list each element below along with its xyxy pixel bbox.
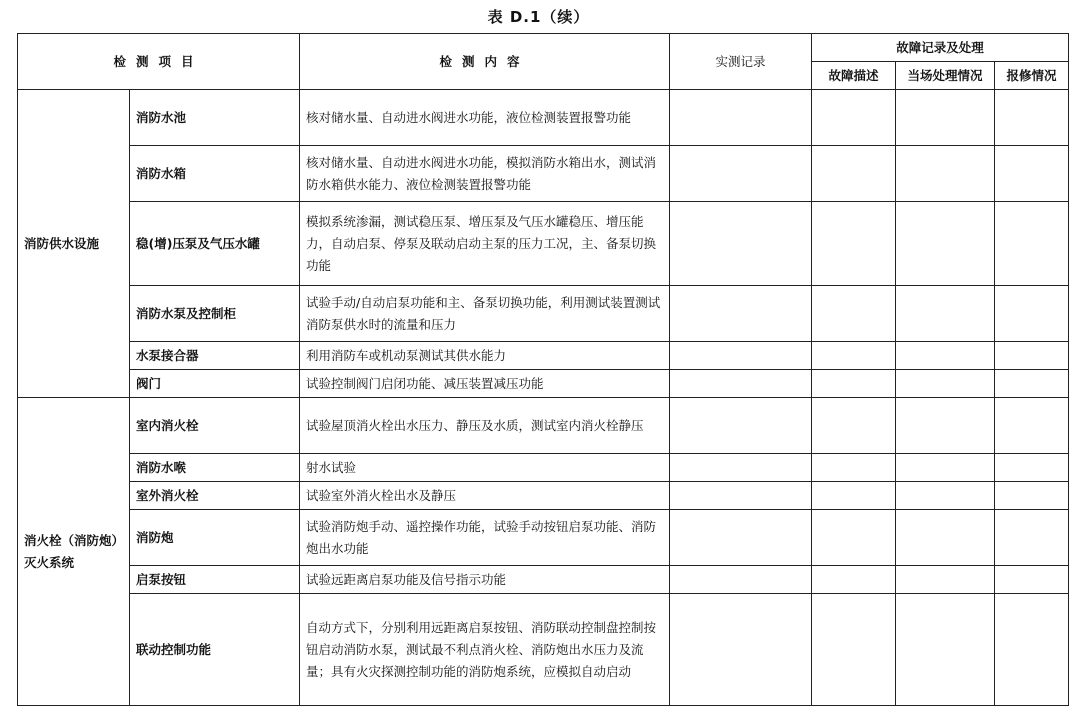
- item-cell: 消防水喉: [130, 454, 300, 482]
- item-cell: 消防水箱: [130, 146, 300, 202]
- record-cell[interactable]: [670, 398, 812, 454]
- header-content: 检测内容: [300, 34, 670, 90]
- record-cell[interactable]: [670, 202, 812, 286]
- content-cell: 试验消防炮手动、遥控操作功能，试验手动按钮启泵功能、消防炮出水功能: [300, 510, 670, 566]
- table-body: [18, 90, 1069, 706]
- item-cell: 消防水泵及控制柜: [130, 286, 300, 342]
- onsite-cell[interactable]: [896, 482, 995, 510]
- record-cell[interactable]: [670, 566, 812, 594]
- onsite-cell[interactable]: [896, 510, 995, 566]
- item-cell: 水泵接合器: [130, 342, 300, 370]
- table-title: 表 D.1（续）: [487, 8, 590, 26]
- item-cell: 消防炮: [130, 510, 300, 566]
- item-cell: 室外消火栓: [130, 482, 300, 510]
- table-row: [18, 146, 1069, 202]
- fault-desc-cell[interactable]: [812, 202, 896, 286]
- header-item: 检测项目: [18, 34, 300, 90]
- item-cell: 启泵按钮: [130, 566, 300, 594]
- repair-cell[interactable]: [995, 342, 1069, 370]
- onsite-cell[interactable]: [896, 146, 995, 202]
- content-cell: 模拟系统渗漏，测试稳压泵、增压泵及气压水罐稳压、增压能力，自动启泵、停泵及联动启动主泵的压力工况，主、备泵切换功能: [300, 202, 670, 286]
- content-cell: 试验屋顶消火栓出水压力、静压及水质，测试室内消火栓静压: [300, 398, 670, 454]
- repair-cell[interactable]: [995, 370, 1069, 398]
- fault-desc-cell[interactable]: [812, 510, 896, 566]
- content-cell: 利用消防车或机动泵测试其供水能力: [300, 342, 670, 370]
- category-cell: 消防供水设施: [18, 90, 130, 398]
- onsite-cell[interactable]: [896, 286, 995, 342]
- content-cell: 试验远距离启泵功能及信号指示功能: [300, 566, 670, 594]
- repair-cell[interactable]: [995, 594, 1069, 706]
- onsite-cell[interactable]: [896, 566, 995, 594]
- onsite-cell[interactable]: [896, 398, 995, 454]
- content-cell: 射水试验: [300, 454, 670, 482]
- content-cell: 试验室外消火栓出水及静压: [300, 482, 670, 510]
- content-cell: 自动方式下，分别利用远距离启泵按钮、消防联动控制盘控制按钮启动消防水泵，测试最不利点消火栓、消防炮出水压力及流量；具有火灾探测控制功能的消防炮系统，应模拟自动启动: [300, 594, 670, 706]
- table-row: [18, 202, 1069, 286]
- inspection-table: [17, 33, 1069, 706]
- item-cell: 消防水池: [130, 90, 300, 146]
- repair-cell[interactable]: [995, 510, 1069, 566]
- header-record: 实测记录: [670, 34, 812, 90]
- record-cell[interactable]: [670, 370, 812, 398]
- table-row: [18, 286, 1069, 342]
- repair-cell[interactable]: [995, 202, 1069, 286]
- record-cell[interactable]: [670, 510, 812, 566]
- content-cell: 试验控制阀门启闭功能、减压装置减压功能: [300, 370, 670, 398]
- table-row: [18, 370, 1069, 398]
- record-cell[interactable]: [670, 90, 812, 146]
- header-fault-desc: 故障描述: [812, 62, 896, 90]
- fault-desc-cell[interactable]: [812, 566, 896, 594]
- record-cell[interactable]: [670, 342, 812, 370]
- onsite-cell[interactable]: [896, 342, 995, 370]
- item-cell: 联动控制功能: [130, 594, 300, 706]
- table-row: [18, 454, 1069, 482]
- fault-desc-cell[interactable]: [812, 90, 896, 146]
- table-row: [18, 482, 1069, 510]
- item-cell: 阀门: [130, 370, 300, 398]
- fault-desc-cell[interactable]: [812, 482, 896, 510]
- header-repair: 报修情况: [995, 62, 1069, 90]
- repair-cell[interactable]: [995, 146, 1069, 202]
- repair-cell[interactable]: [995, 454, 1069, 482]
- record-cell[interactable]: [670, 286, 812, 342]
- table-row: [18, 566, 1069, 594]
- record-cell[interactable]: [670, 482, 812, 510]
- record-cell[interactable]: [670, 454, 812, 482]
- fault-desc-cell[interactable]: [812, 370, 896, 398]
- repair-cell[interactable]: [995, 482, 1069, 510]
- onsite-cell[interactable]: [896, 594, 995, 706]
- repair-cell[interactable]: [995, 398, 1069, 454]
- fault-desc-cell[interactable]: [812, 454, 896, 482]
- repair-cell[interactable]: [995, 90, 1069, 146]
- repair-cell[interactable]: [995, 566, 1069, 594]
- header-fault-group: 故障记录及处理: [812, 34, 1069, 62]
- table-row: [18, 594, 1069, 706]
- fault-desc-cell[interactable]: [812, 398, 896, 454]
- onsite-cell[interactable]: [896, 90, 995, 146]
- fault-desc-cell[interactable]: [812, 342, 896, 370]
- item-cell: 室内消火栓: [130, 398, 300, 454]
- fault-desc-cell[interactable]: [812, 594, 896, 706]
- header-onsite: 当场处理情况: [896, 62, 995, 90]
- onsite-cell[interactable]: [896, 454, 995, 482]
- table-row: [18, 342, 1069, 370]
- content-cell: 核对储水量、自动进水阀进水功能，液位检测装置报警功能: [300, 90, 670, 146]
- content-cell: 试验手动/自动启泵功能和主、备泵切换功能，利用测试装置测试消防泵供水时的流量和压力: [300, 286, 670, 342]
- record-cell[interactable]: [670, 594, 812, 706]
- record-cell[interactable]: [670, 146, 812, 202]
- table-row: [18, 90, 1069, 146]
- table-row: [18, 398, 1069, 454]
- fault-desc-cell[interactable]: [812, 146, 896, 202]
- onsite-cell[interactable]: [896, 370, 995, 398]
- table-row: [18, 510, 1069, 566]
- repair-cell[interactable]: [995, 286, 1069, 342]
- content-cell: 核对储水量、自动进水阀进水功能，模拟消防水箱出水，测试消防水箱供水能力、液位检测装置报警功能: [300, 146, 670, 202]
- item-cell: 稳(增)压泵及气压水罐: [130, 202, 300, 286]
- onsite-cell[interactable]: [896, 202, 995, 286]
- fault-desc-cell[interactable]: [812, 286, 896, 342]
- category-cell: 消火栓（消防炮）灭火系统: [18, 398, 130, 706]
